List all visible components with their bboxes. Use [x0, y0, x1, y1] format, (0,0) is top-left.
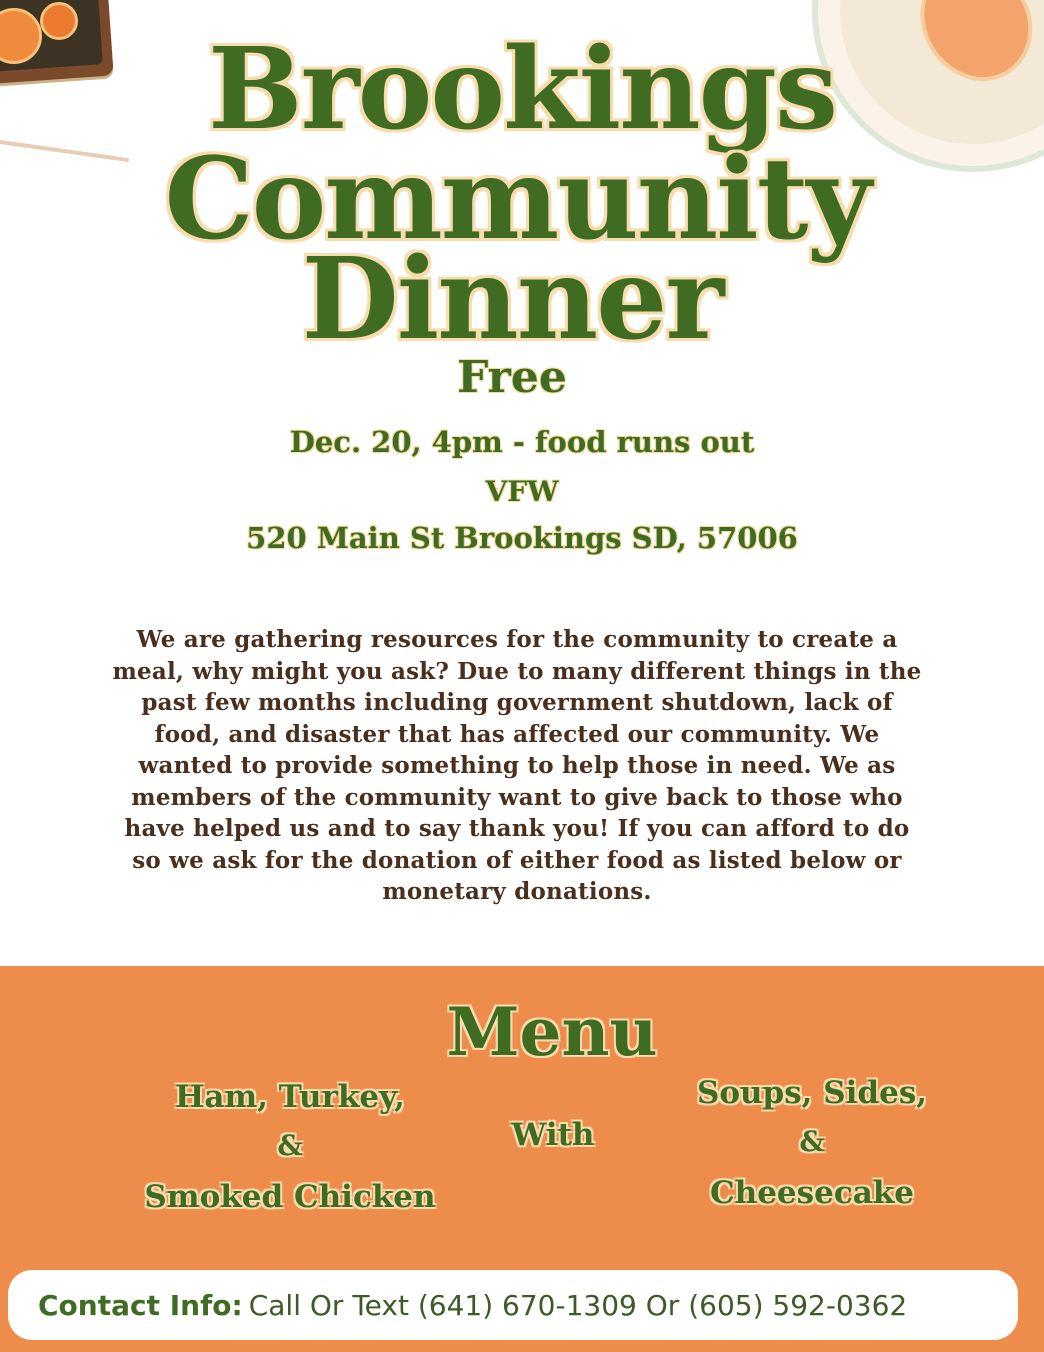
menu-ampersand: &: [277, 1129, 303, 1162]
event-address: 520 Main St Brookings SD, 57006: [246, 521, 798, 555]
contact-label: Contact Info:: [38, 1288, 243, 1322]
menu-ampersand: &: [799, 1125, 825, 1158]
event-date-time: Dec. 20, 4pm - food runs out: [289, 425, 755, 459]
menu-item-cheesecake: Cheesecake: [710, 1175, 914, 1211]
price-label: Free: [457, 352, 567, 403]
contact-info-bar: [8, 1270, 1018, 1340]
menu-item-meats: Ham, Turkey,: [175, 1079, 405, 1115]
menu-item-soups-sides: Soups, Sides,: [696, 1075, 928, 1111]
contact-phone-numbers: Call Or Text (641) 670-1309 Or (605) 592-0362: [248, 1288, 908, 1322]
event-description: We are gathering resources for the community to create a meal, why might you ask? Due to many different things in the past few months including government shutdown, lack of food, and disaster that has affected our community. We wanted to provide something to help those in need. We as members of the community want to give back to those who have helped us and to say thank you! If you can afford to do so we ask for the donation of either food as listed below or monetary donations.: [112, 626, 922, 905]
menu-with-label: With: [511, 1117, 595, 1153]
orange-slice-icon: [40, 2, 78, 40]
menu-item-smoked-chicken: Smoked Chicken: [144, 1179, 436, 1215]
title-line-brookings: Brookings: [207, 24, 837, 155]
menu-title: Menu: [446, 993, 658, 1071]
title-line-community: Community: [164, 134, 870, 265]
event-venue: VFW: [485, 475, 559, 508]
title-line-dinner: Dinner: [301, 234, 723, 365]
